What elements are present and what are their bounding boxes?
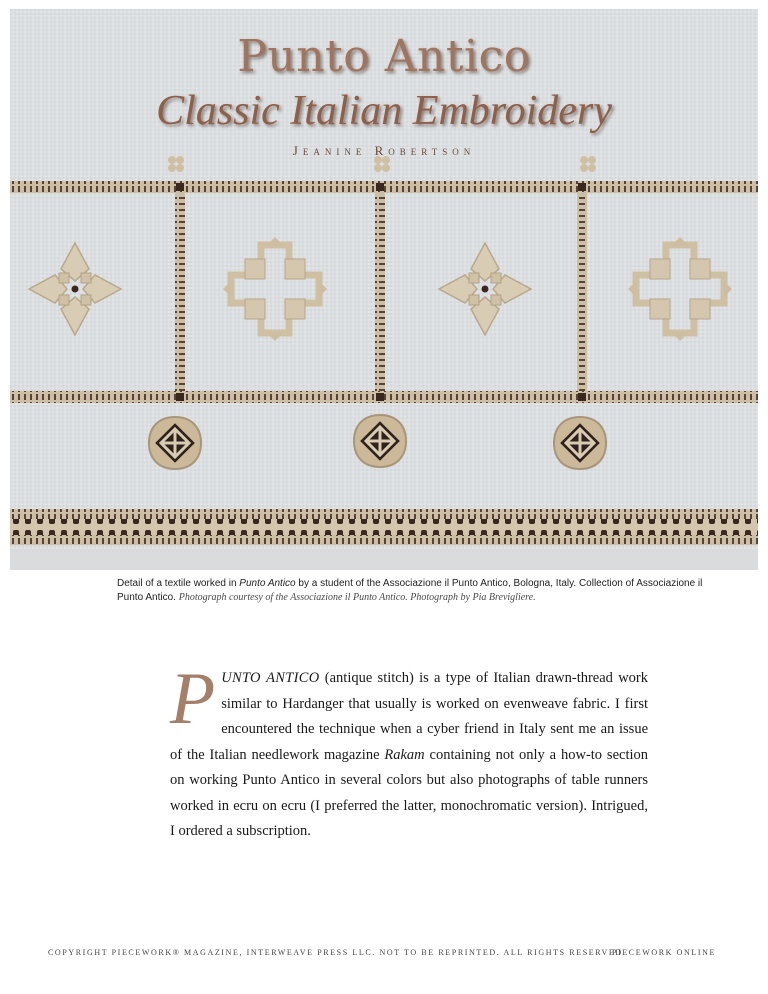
body-text-part-1: (antique stitch) is a type of Italian drawn-thread work similar to Hardanger that usually is worked on evenweave fabric. I first encountered the technique when a cyber friend in Italy sent me an issue of the Italian needlework magazine — [170, 670, 648, 763]
body-text-part-2: containing not only a how-to section on working Punto Antico in several colors but also photographs of table runners worked in ecru on ecru (I preferred the latter, monochromatic version). Intrigued, I ordered a subscription. — [170, 746, 648, 839]
article-subtitle: Classic Italian Embroidery — [156, 88, 612, 134]
embroidery-photo — [10, 9, 758, 570]
copyright-notice: COPYRIGHT PIECEWORK® MAGAZINE, INTERWEAVE PRESS LLC. NOT TO BE REPRINTED. ALL RIGHTS RESERVED. — [48, 948, 627, 957]
photo-credit: Photograph courtesy of the Associazione il Punto Antico. Photograph by Pia Brevigliere. — [178, 592, 536, 603]
photo-caption — [117, 577, 717, 605]
caption-post: by a student of the Associazione il Punto Antico, Bologna, Italy. Collection of Associazione il Punto Antico. — [117, 578, 703, 603]
caption-technique: Punto Antico — [239, 578, 296, 589]
magazine-name: Rakam — [384, 746, 425, 763]
article-title: Punto Antico — [237, 31, 531, 82]
article-body — [170, 658, 648, 845]
lead-in: UNTO ANTICO — [221, 670, 320, 686]
publication-brand: PIECEWORK ONLINE — [612, 948, 717, 957]
caption-pre: Detail of a textile worked in — [117, 578, 240, 589]
author-byline: Jeanine Robertson — [292, 143, 476, 158]
drop-cap: P — [170, 658, 216, 740]
